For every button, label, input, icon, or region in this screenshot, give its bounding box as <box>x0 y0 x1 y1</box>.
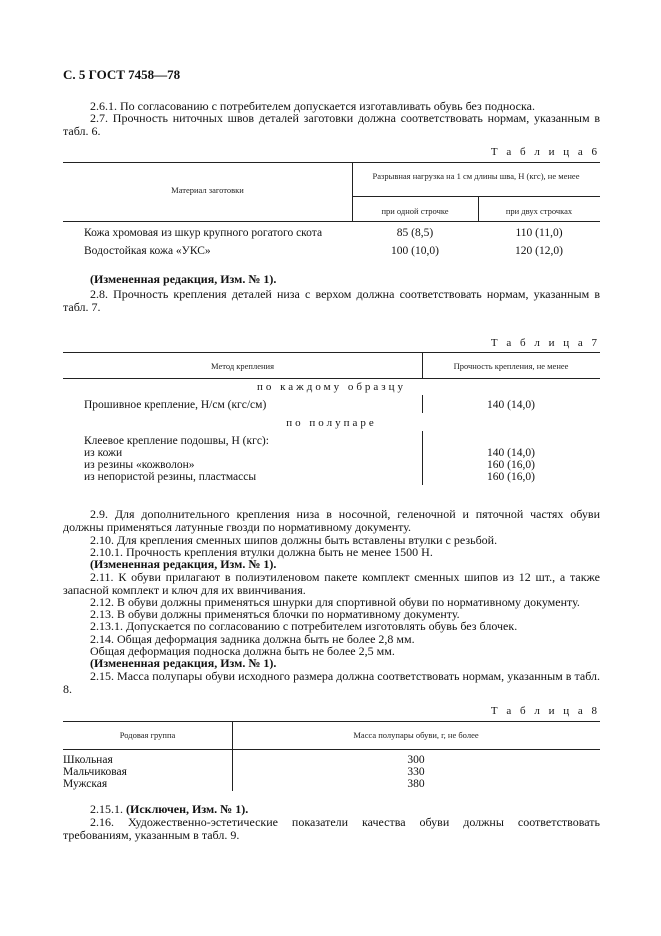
table-7-section-each-sample: по каждому образцу <box>256 381 407 393</box>
table-7-cell-value: 160 (16,0) <box>487 459 535 471</box>
paragraph-2-15: 2.15. Масса полупары обуви исходного размера должна соответствовать нормам, указанным в табл. 8. <box>63 669 600 696</box>
paragraph-2-11: 2.11. К обуви прилагают в полиэтиленовом пакете комплект сменных шипов из 12 шт., а также запасной комплект и ключ для их ввинчивания. <box>63 570 600 597</box>
paragraph-2-15-1-note: (Исключен, Изм. № 1). <box>126 802 249 816</box>
table-6-subheader-one: при одной строчке <box>381 206 449 216</box>
table-6-cell-two: 120 (12,0) <box>515 245 563 257</box>
table-6-subheader-two: при двух строчках <box>505 206 573 216</box>
table-7-top-rule <box>63 352 600 353</box>
table-7-header-rule <box>63 378 600 379</box>
table-6-sub-rule <box>352 196 600 197</box>
table-6-cell-one: 85 (8,5) <box>396 227 434 239</box>
paragraph-2-9: 2.9. Для дополнительного крепления низа в носочной, геленочной и пяточной частях обуви должны применяться латунные гвозди по нормативному документу. <box>63 507 600 534</box>
paragraph-2-13: 2.13. В обуви должны применяться блочки по нормативному документу. <box>90 607 460 621</box>
paragraph-2-15-1-number: 2.15.1. <box>90 802 123 816</box>
page-header: С. 5 ГОСТ 7458—78 <box>63 67 181 82</box>
table-8-cell-group: Мальчиковая <box>63 766 127 778</box>
table-7-section-half-pair: по полупаре <box>286 417 377 429</box>
table-6-cell-material: Кожа хромовая из шкур крупного рогатого скота <box>84 227 323 239</box>
table-7-glue-title: Клеевое крепление подошвы, Н (кгс): <box>84 435 269 447</box>
paragraph-2-8: 2.8. Прочность крепления деталей низа с верхом должна соответствовать нормам, указанным в табл. 7. <box>63 287 600 314</box>
table-6-top-rule <box>63 162 600 163</box>
table-8-cell-group: Мужская <box>63 778 108 790</box>
table-7-cell-value: 160 (16,0) <box>487 471 535 483</box>
table-7-cell-value: 140 (14,0) <box>487 447 535 459</box>
table-7-cell-method: из резины «кожволон» <box>84 459 195 471</box>
table-8-cell-mass: 300 <box>407 754 425 766</box>
amendment-note: (Измененная редакция, Изм. № 1). <box>90 557 277 571</box>
table-6-header-load: Разрывная нагрузка на 1 см длины шва, Н (кгс), не менее <box>372 171 580 181</box>
table-8-header-rule <box>63 749 600 750</box>
paragraph-2-10-1: 2.10.1. Прочность крепления втулки должна быть не менее 1500 Н. <box>90 545 433 559</box>
paragraph-2-7: 2.7. Прочность ниточных швов деталей заготовки должна соответствовать нормам, указанным в табл. 6. <box>63 111 600 138</box>
paragraph-2-14: 2.14. Общая деформация задника должна быть не более 2,8 мм. <box>90 632 415 646</box>
table-8-cell-mass: 380 <box>407 778 425 790</box>
paragraph-2-16: 2.16. Художественно-эстетические показатели качества обуви должны соответствовать требованиям, указанным в табл. 9. <box>63 815 600 842</box>
table-6-cell-two: 110 (11,0) <box>515 227 563 239</box>
amendment-note: (Измененная редакция, Изм. № 1). <box>90 272 277 286</box>
table-6-cell-one: 100 (10,0) <box>391 245 439 257</box>
table-8-cell-mass: 330 <box>407 766 425 778</box>
table-7-cell-method: Прошивное крепление, Н/см (кгс/см) <box>84 399 267 411</box>
table-8-cell-group: Школьная <box>63 754 113 766</box>
paragraph-2-12: 2.12. В обуви должны применяться шнурки для спортивной обуви по нормативному документу. <box>90 595 580 609</box>
table-6-cell-material: Водостойкая кожа «УКС» <box>84 245 211 257</box>
paragraph-2-6-1: 2.6.1. По согласованию с потребителем допускается изготавливать обувь без подноска. <box>90 99 535 113</box>
table-7-caption: Т а б л и ц а 7 <box>490 337 600 349</box>
table-8-top-rule <box>63 721 600 722</box>
paragraph-2-10: 2.10. Для крепления сменных шипов должны быть вставлены втулки с резьбой. <box>90 533 498 547</box>
table-8-header-mass: Масса полупары обуви, г, не более <box>353 730 479 740</box>
table-6-caption: Т а б л и ц а 6 <box>490 146 600 158</box>
table-7-cell-method: из непористой резины, пластмассы <box>84 471 257 483</box>
paragraph-2-13-1: 2.13.1. Допускается по согласованию с потребителем изготовлять обувь без блочек. <box>90 619 518 633</box>
amendment-note: (Измененная редакция, Изм. № 1). <box>90 656 277 670</box>
table-8-header-group: Родовая группа <box>119 730 176 740</box>
table-6-header-rule <box>63 221 600 222</box>
table-7-cell-method: из кожи <box>84 447 123 459</box>
table-7-cell-value: 140 (14,0) <box>487 399 535 411</box>
table-8-caption: Т а б л и ц а 8 <box>490 705 600 717</box>
table-6-header-material: Материал заготовки <box>171 185 244 195</box>
paragraph-2-14-note: Общая деформация подноска должна быть не более 2,5 мм. <box>90 644 395 658</box>
table-7-header-strength: Прочность крепления, не менее <box>453 361 569 371</box>
table-7-header-method: Метод крепления <box>211 361 274 371</box>
